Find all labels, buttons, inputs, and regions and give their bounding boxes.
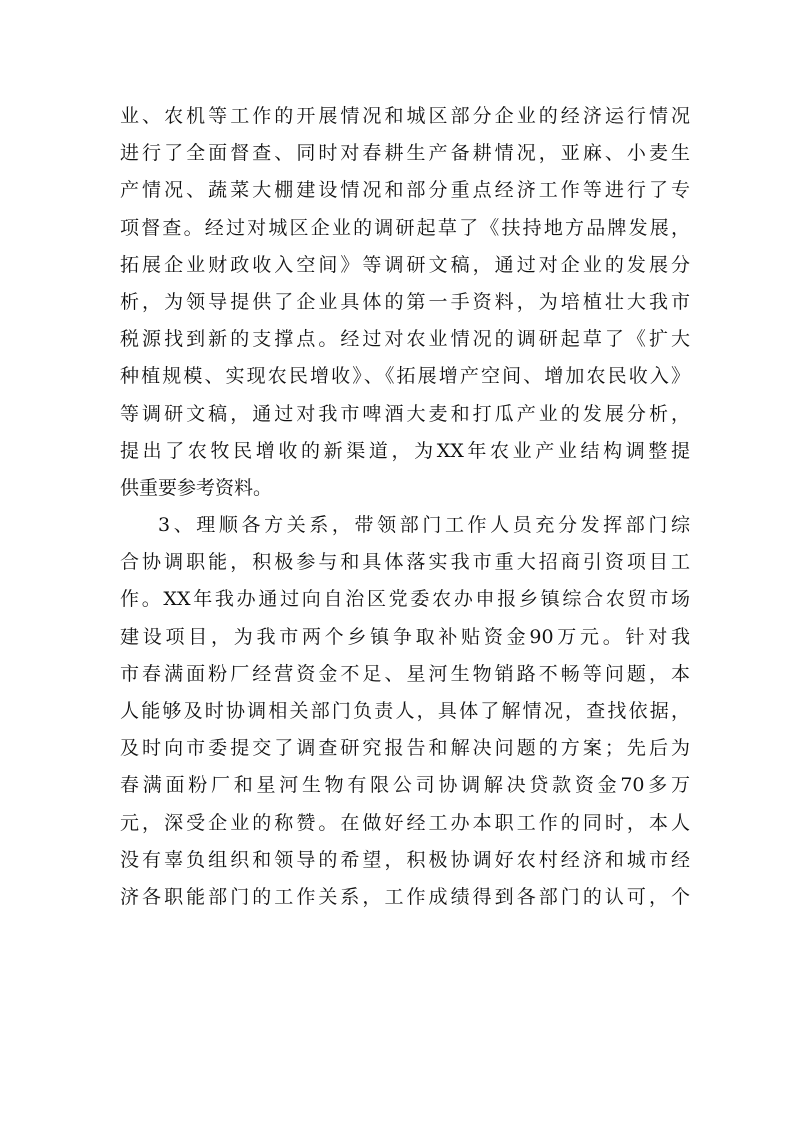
text-line: 人能够及时协调相关部门负责人，具体了解情况，查找依据， xyxy=(120,700,690,722)
text-line: 春满面粉厂和星河生物有限公司协调解决贷款资金70多万 xyxy=(120,774,690,797)
text-line: 没有辜负组织和领导的希望，积极协调好农村经济和城市经 xyxy=(120,848,690,871)
text-line: 种植规模、实现农民增收》、《拓展增产空间、增加农民收入》 xyxy=(120,365,690,388)
text-line: 济各职能部门的工作关系，工作成绩得到各部门的认可，个 xyxy=(120,885,690,908)
paragraph-first-line: 3、理顺各方关系，带领部门工作人员充分发挥部门综 xyxy=(158,514,690,537)
text-line: 税源找到新的支撑点。经过对农业情况的调研起草了《扩大 xyxy=(120,328,690,351)
text-line: 及时向市委提交了调查研究报告和解决问题的方案；先后为 xyxy=(120,737,690,760)
body-text xyxy=(120,98,690,916)
text-line: 等调研文稿，通过对我市啤酒大麦和打瓜产业的发展分析， xyxy=(120,402,690,425)
text-line: 市春满面粉厂经营资金不足、星河生物销路不畅等问题，本 xyxy=(120,662,690,685)
text-line: 拓展企业财政收入空间》等调研文稿，通过对企业的发展分 xyxy=(120,253,690,276)
text-line: 产情况、蔬菜大棚建设情况和部分重点经济工作等进行了专 xyxy=(120,179,690,202)
text-line: 析，为领导提供了企业具体的第一手资料，为培植壮大我市 xyxy=(120,290,690,313)
text-line: 业、农机等工作的开展情况和城区部分企业的经济运行情况 xyxy=(120,105,690,127)
text-line: 作。XX年我办通过向自治区党委农办申报乡镇综合农贸市场 xyxy=(120,588,690,611)
text-line: 提出了农牧民增收的新渠道，为XX年农业产业结构调整提 xyxy=(120,439,690,462)
text-line: 建设项目，为我市两个乡镇争取补贴资金90万元。针对我 xyxy=(120,625,690,648)
text-line: 项督查。经过对城区企业的调研起草了《扶持地方品牌发展， xyxy=(120,216,690,239)
text-line: 进行了全面督查、同时对春耕生产备耕情况，亚麻、小麦生 xyxy=(120,142,690,165)
text-line: 元，深受企业的称赞。在做好经工办本职工作的同时，本人 xyxy=(120,811,690,834)
paragraph-last-line: 供重要参考资料。 xyxy=(120,476,273,499)
text-line: 合协调职能，积极参与和具体落实我市重大招商引资项目工 xyxy=(120,551,690,574)
